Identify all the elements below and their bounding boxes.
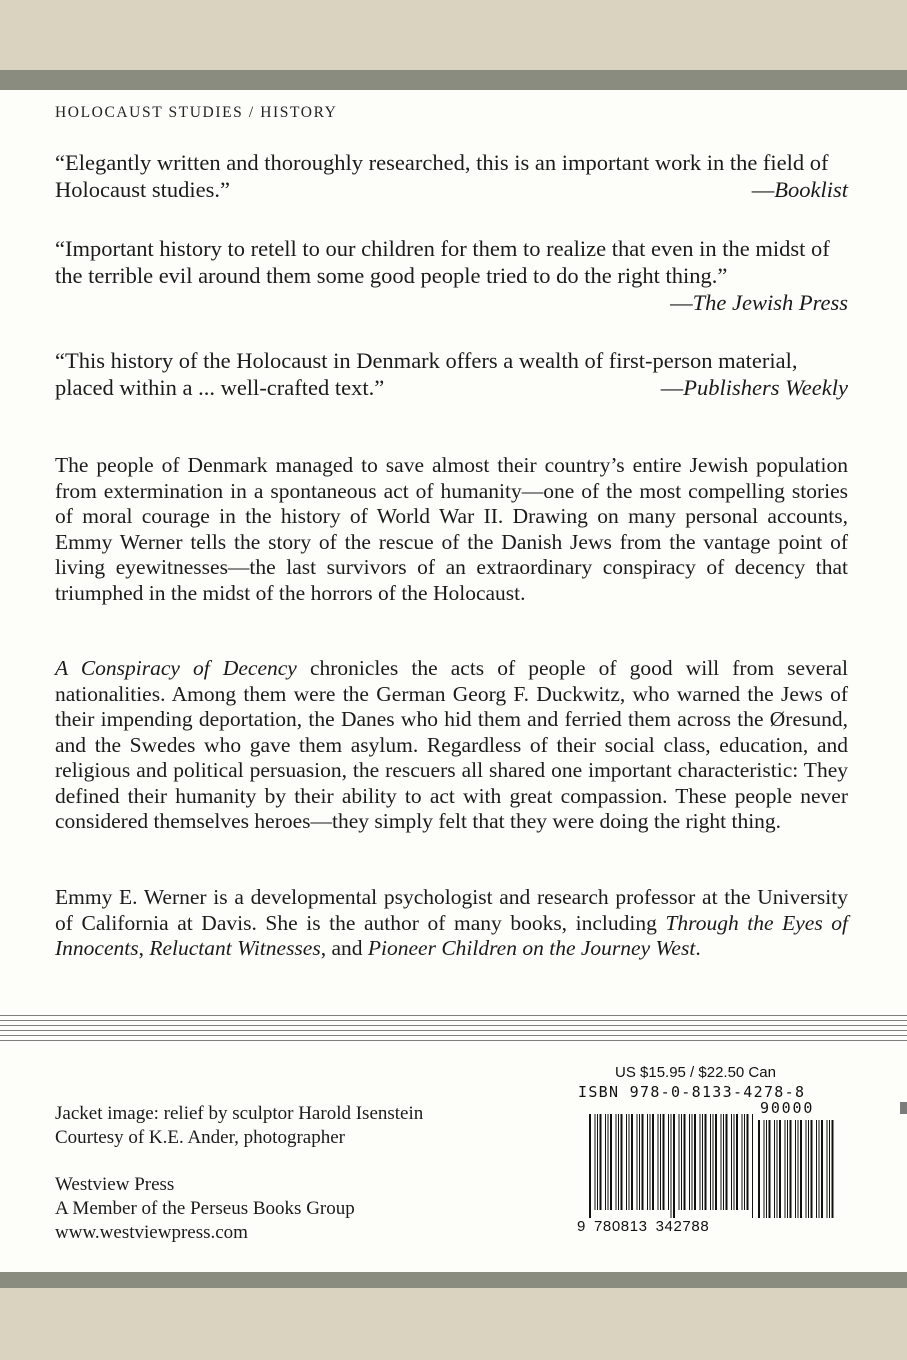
barcode-bar (715, 1114, 717, 1210)
quote-source-name: Publishers Weekly (683, 375, 848, 400)
barcode-bar (652, 1114, 654, 1210)
review-quote-1 (55, 149, 848, 203)
edge-mark (900, 1102, 907, 1114)
barcode-bar (694, 1114, 696, 1210)
bottom-border-band (0, 1272, 907, 1288)
barcode-bar (705, 1114, 707, 1210)
barcode-bar (752, 1114, 753, 1218)
barcode-bar (821, 1120, 823, 1218)
publisher-url: www.westviewpress.com (55, 1222, 248, 1243)
barcode-bar (758, 1120, 760, 1218)
credit-line: Jacket image: relief by sculptor Harold Isenstein (55, 1103, 424, 1124)
separator: , and (320, 936, 368, 960)
barcode-bar (702, 1114, 703, 1210)
barcode-bar (621, 1114, 623, 1210)
barcode-bar (806, 1120, 807, 1218)
barcode-bar (713, 1114, 714, 1210)
barcode-bar (734, 1114, 735, 1210)
barcode-bar (721, 1114, 722, 1210)
barcode-bar (689, 1114, 690, 1210)
quote-source-name: Booklist (774, 177, 848, 202)
barcode-bar (600, 1114, 602, 1210)
barcode-bar (608, 1114, 609, 1210)
bio-end: . (695, 936, 701, 960)
author-bio (55, 885, 848, 962)
barcode-bar (692, 1114, 693, 1210)
barcode-bar (679, 1114, 680, 1210)
barcode-bar (610, 1114, 612, 1210)
barcode-bar (731, 1114, 732, 1210)
barcode-bar (673, 1114, 675, 1218)
barcode-bar (777, 1120, 778, 1218)
book-title-3: Pioneer Children on the Journey West (367, 936, 696, 960)
price-label: US $15.95 / $22.50 Can (615, 1064, 776, 1081)
barcode-bar (723, 1114, 724, 1210)
barcode-bar (808, 1120, 809, 1218)
credit-line: Courtesy of K.E. Ander, photographer (55, 1127, 345, 1148)
isbn-label: ISBN 978-0-8133-4278-8 (578, 1083, 806, 1101)
book-title: A Conspiracy of Decency (55, 656, 297, 680)
barcode-bar (663, 1114, 665, 1210)
barcode-bar (764, 1120, 765, 1218)
barcode-bar (700, 1114, 701, 1210)
book-title-1: Through the Eyes of Innocents (55, 910, 848, 960)
barcode-bar (827, 1120, 828, 1218)
quote-source-name: The Jewish Press (692, 290, 848, 315)
barcode-bar (774, 1120, 775, 1218)
barcode-addon-bars (758, 1120, 834, 1218)
barcode-left-digits: 780813 (593, 1218, 648, 1235)
barcode-bar (736, 1114, 738, 1210)
barcode-bar (829, 1120, 830, 1218)
barcode-bar (629, 1114, 630, 1210)
paragraph-text: chronicles the acts of people of good will from several nationalities. Among them were the German Georg F. Duckwitz, who warned the Jews of their impending deportation, the Danes who hid them and ferried them across the Øresund, and the Swedes who gave them asylum. Regardless of their social class, education, and religious and political persuasion, the rescuers all shared one important characteristic: They defined their humanity by their ability to act with great compassion. These people never considered themselves heroes—they simply felt that they were doing the right thing. (55, 656, 849, 833)
barcode-right-digits: 342788 (655, 1218, 710, 1235)
separator: , (138, 936, 150, 960)
barcode-bar (642, 1114, 644, 1210)
barcode-bar (660, 1114, 661, 1210)
book-title-2: Reluctant Witnesses (149, 936, 321, 960)
barcode-bar (595, 1114, 596, 1210)
barcode-bar (605, 1114, 606, 1210)
barcode-bar (747, 1114, 749, 1210)
quote-source: —Booklist (751, 177, 848, 202)
jacket-credits (55, 1102, 423, 1150)
publisher-name: Westview Press (55, 1174, 175, 1195)
barcode-bar (795, 1120, 796, 1218)
barcode-bar (790, 1120, 792, 1218)
barcode-bar (800, 1120, 802, 1218)
barcode-bar (618, 1114, 619, 1210)
barcode-bar (710, 1114, 711, 1210)
barcode-bar (637, 1114, 638, 1210)
barcode-number (577, 1218, 709, 1235)
barcode-bar (811, 1120, 813, 1218)
decorative-rule (0, 1015, 907, 1045)
description-paragraph-1: The people of Denmark managed to save almost their country’s entire Jewish population from extermination in a spontaneous act of humanity—one of the most compelling stories of moral courage in the history of World War II. Drawing on many personal accounts, Emmy Werner tells the story of the rescue of the Danish Jews from the vantage point of living eyewitnesses—the last survivors of an extraordinary conspiracy of decency that triumphed in the midst of the horrors of the Holocaust. (55, 453, 848, 605)
barcode-bar (832, 1120, 834, 1218)
barcode-bar (684, 1114, 686, 1210)
barcode-bar (787, 1120, 788, 1218)
barcode-bar (626, 1114, 627, 1210)
barcode-bar (742, 1114, 743, 1210)
barcode-bar (671, 1114, 672, 1218)
barcode (575, 1114, 835, 1218)
quote-source: —The Jewish Press (670, 290, 848, 315)
quote-text: “This history of the Holocaust in Denmark offers a wealth of first-person material, placed within a ... well-crafted text.” (55, 348, 798, 400)
barcode-bar (650, 1114, 651, 1210)
barcode-bar (819, 1120, 820, 1218)
barcode-main-bars (589, 1114, 753, 1218)
quote-text: “Elegantly written and thoroughly researched, this is an important work in the field of Holocaust studies.” (55, 150, 829, 202)
description-paragraph-2 (55, 656, 848, 835)
barcode-bar (798, 1120, 799, 1218)
barcode-bar (589, 1114, 591, 1218)
barcode-bar (668, 1114, 669, 1210)
barcode-bar (681, 1114, 682, 1210)
review-quote-2 (55, 235, 848, 316)
barcode-bar (816, 1120, 817, 1218)
barcode-bar (631, 1114, 633, 1210)
barcode-bar (616, 1114, 617, 1210)
top-border-band (0, 70, 907, 90)
barcode-bar (744, 1114, 745, 1210)
category-label: HOLOCAUST STUDIES / HISTORY (55, 104, 338, 121)
barcode-bar (779, 1120, 781, 1218)
review-quote-3 (55, 347, 848, 401)
quote-text: “Important history to retell to our children for them to realize that even in the midst of the terrible evil around them some good people tried to do the right thing.” (55, 236, 830, 288)
barcode-bar (726, 1114, 728, 1210)
barcode-bar (766, 1120, 767, 1218)
barcode-lead-digit: 9 (577, 1218, 586, 1235)
quote-source: —Publishers Weekly (660, 375, 848, 400)
barcode-bar (658, 1114, 659, 1210)
barcode-bar (639, 1114, 640, 1210)
barcode-bar (769, 1120, 771, 1218)
barcode-bar (647, 1114, 648, 1210)
publisher-member: A Member of the Perseus Books Group (55, 1198, 355, 1219)
publisher-block (55, 1173, 355, 1245)
barcode-bar (785, 1120, 786, 1218)
bio-intro: Emmy E. Werner is a developmental psychologist and research professor at the University of California at Davis. She is the author of many books, including (55, 885, 848, 935)
addon-code: 90000 (760, 1099, 815, 1117)
barcode-bar (597, 1114, 598, 1210)
